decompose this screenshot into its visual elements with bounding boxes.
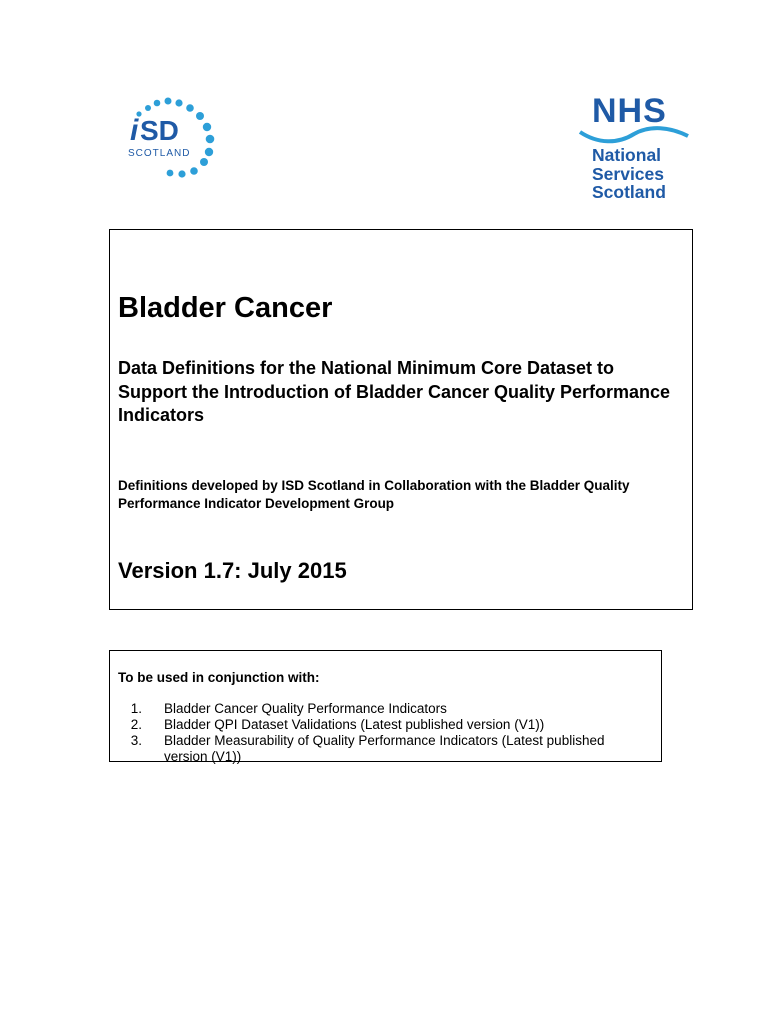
isd-scotland-logo	[112, 94, 222, 186]
list-item-text: Bladder Cancer Quality Performance Indicators	[164, 701, 447, 716]
list-item-number: 2.	[130, 717, 142, 732]
list-item-text: Bladder QPI Dataset Validations (Latest published version (V1))	[164, 717, 545, 732]
document-title: Bladder Cancer	[118, 292, 333, 324]
nhs-wordmark: NHS	[592, 92, 667, 130]
nhs-org-name	[592, 146, 666, 202]
list-item-number: 3.	[130, 733, 142, 748]
document-version: Version 1.7: July 2015	[118, 558, 347, 583]
list-item-number: 1.	[130, 701, 142, 716]
conjunction-heading: To be used in conjunction with:	[118, 670, 320, 685]
document-subtitle: Data Definitions for the National Minimum Core Dataset to Support the Introduction of Bladder Cancer Quality Performance Indicators	[118, 358, 671, 425]
nhs-line-3: Scotland	[592, 182, 666, 202]
svg-text:i: i	[130, 114, 139, 147]
conjunction-list	[118, 701, 648, 765]
nhs-line-1: National	[592, 145, 662, 165]
nhs-line-2: Services	[592, 163, 665, 184]
document-credit: Definitions developed by ISD Scotland in Collaboration with the Bladder Quality Performance Indicator Development Group	[118, 478, 630, 511]
list-item	[118, 717, 648, 733]
conjunction-box	[109, 650, 662, 762]
isd-logo-subtext: SCOTLAND	[128, 148, 191, 159]
title-box	[109, 229, 693, 610]
isd-logo-graphic	[112, 94, 222, 186]
list-item-text: Bladder Measurability of Quality Performance Indicators (Latest published version (V1))	[164, 733, 605, 764]
nhs-wave-graphic	[578, 126, 690, 144]
list-item	[118, 701, 648, 717]
isd-logo-text: SD	[140, 115, 179, 146]
list-item	[118, 733, 648, 765]
nhs-nss-logo	[578, 94, 690, 204]
